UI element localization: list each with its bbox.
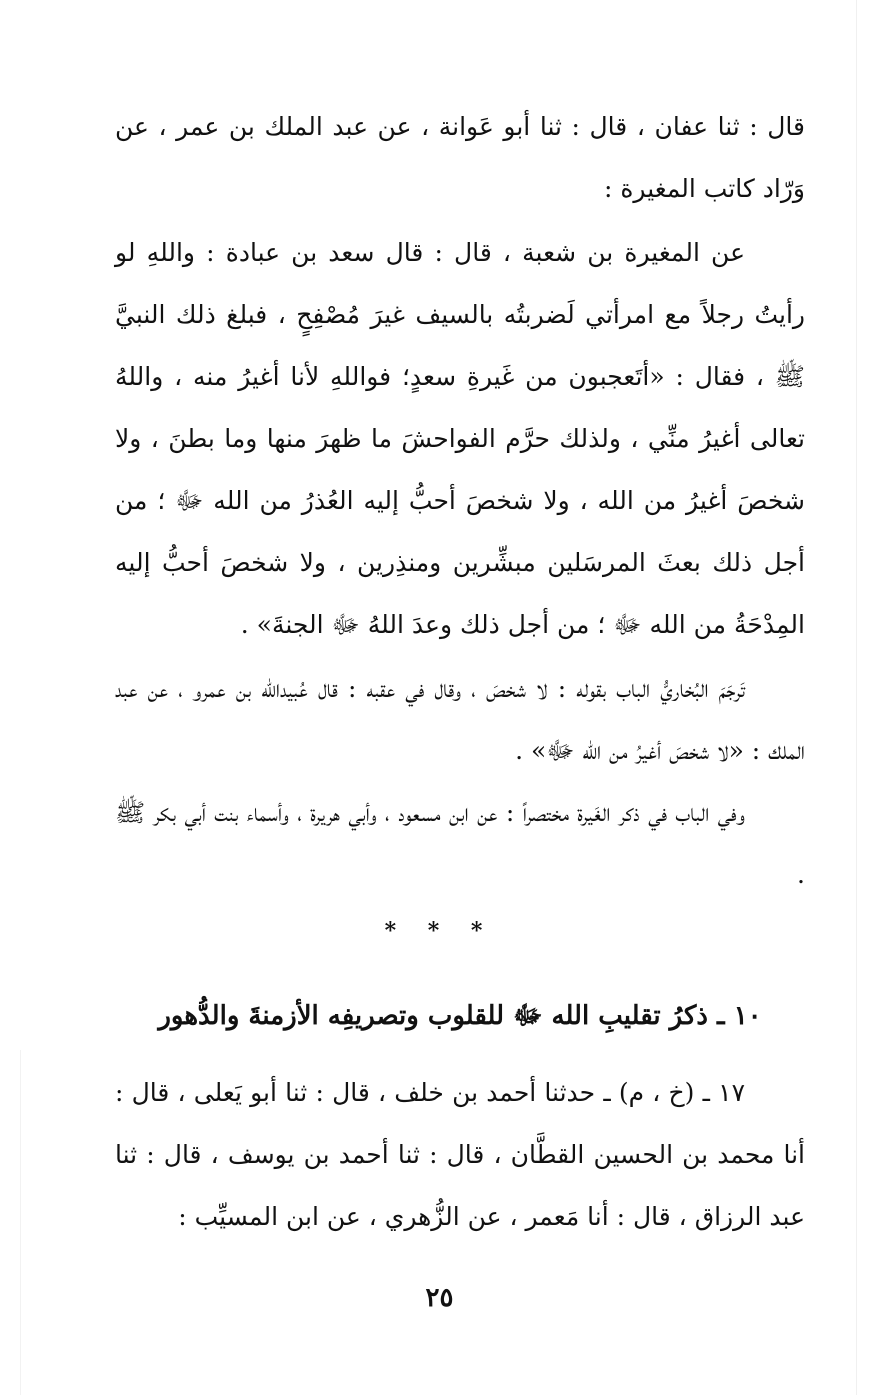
paragraph-hadith-17-isnad: ١٧ ـ (خ ، م) ـ حدثنا أحمد بن خلف ، قال : ثنا أبو يَعلى ، قال : أنا محمد بن الحسين القطَّان ، قال : ثنا أحمد بن يوسف ، قال : ثنا عبد الرزاق ، قال : أنا مَعمر ، عن الزُّهري ، عن ابن المسيِّب : <box>115 1078 805 1231</box>
chapter-heading: ١٠ ـ ذكرُ تقليبِ الله ﷻ للقلوب وتصريفِه الأزمنةَ والدُّهور <box>158 1001 762 1031</box>
section-separator: * * * <box>384 918 495 944</box>
paragraph-isnad-opening: قال : ثنا عفان ، قال : ثنا أبو عَوانة ، عن عبد الملك بن عمر ، عن وَرّاد كاتب المغيرة : <box>115 112 805 203</box>
page-edge-line <box>856 0 857 1395</box>
page-edge-line-left <box>20 1050 21 1395</box>
paragraph-bukhari-note: تَرجَمَ البُخاريُّ الباب بقوله : لا شخصَ ، وقال في عقبه : قال عُبيدالله بن عمرو ، عن عبد الملك : «لا شخصَ أغيرُ من الله ﷻ» . <box>115 674 805 765</box>
paragraph-hadith-text: عن المغيرة بن شعبة ، قال : قال سعد بن عبادة : واللهِ لو رأيتُ رجلاً مع امرأتي لَضربتُه بالسيف غيرَ مُصْفِحٍ ، فبلغ ذلك النبيَّ ﷺ ، فقال : «أتَعجبون من غَيرةِ سعدٍ؛ فواللهِ لأنا أغيرُ منه ، واللهُ تعالى أغيرُ منِّي ، ولذلك حرَّم الفواحشَ ما ظهرَ منها وما بطنَ ، ولا شخصَ أغيرُ من الله ، ولا شخصَ أحبُّ إليه العُذرُ من الله ﷻ ؛ من أجل ذلك بعثَ المرسَلين مبشِّرين ومنذِرين ، ولا شخصَ أحبُّ إليه المِدْحَةُ من الله ﷻ ؛ من أجل ذلك وعدَ اللهُ ﷻ الجنةَ» . <box>115 238 805 639</box>
paragraph-chapter-references: وفي الباب في ذكر الغَيرة مختصراً : عن ابن مسعود ، وأبي هريرة ، وأسماء بنت أبي بكر ﷺ . <box>115 798 805 889</box>
page-number: ٢٥ <box>425 1283 454 1313</box>
